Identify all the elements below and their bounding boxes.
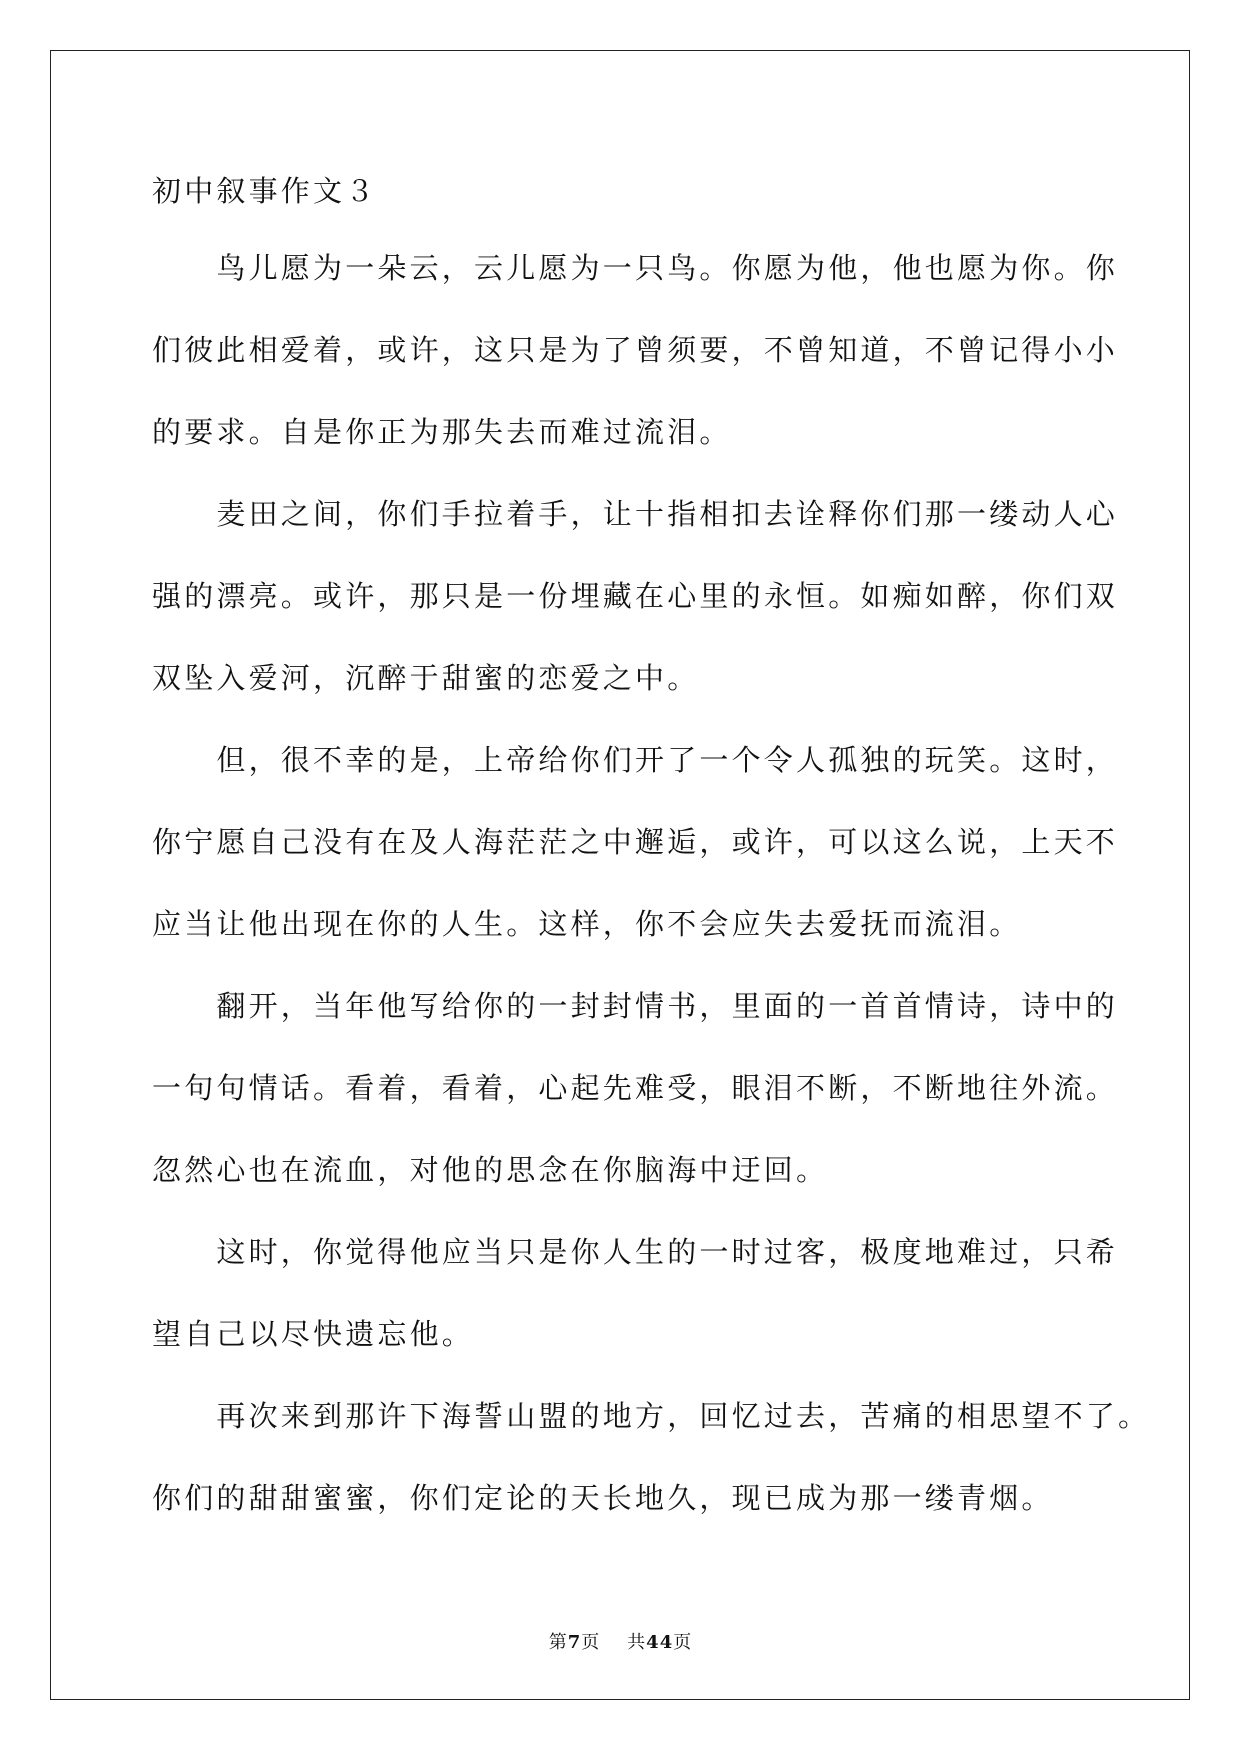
total-pages-number: 44	[646, 1632, 674, 1653]
text-line: 麦田之间，你们手拉着手，让十指相扣去诠释你们那一缕动人心	[152, 497, 1119, 531]
text-line: 望自己以尽快遗忘他。	[152, 1317, 475, 1351]
text-line: 你宁愿自己没有在及人海茫茫之中邂逅，或许，可以这么说，上天不	[152, 825, 1119, 859]
document-body	[152, 155, 1151, 1539]
text-line: 强的漂亮。或许，那只是一份埋藏在心里的永恒。如痴如醉，你们双	[152, 579, 1119, 613]
current-page-number: 7	[567, 1632, 582, 1653]
text-line: 你们的甜甜蜜蜜，你们定论的天长地久，现已成为那一缕青烟。	[152, 1481, 1054, 1515]
text-line: 们彼此相爱着，或许，这只是为了曾须要，不曾知道，不曾记得小小	[152, 333, 1119, 367]
text-line: 一句句情话。看着，看着，心起先难受，眼泪不断，不断地往外流。	[152, 1071, 1119, 1105]
footer-total-suffix: 页	[673, 1632, 693, 1653]
text-line: 翻开，当年他写给你的一封封情书，里面的一首首情诗，诗中的	[152, 989, 1119, 1023]
text-line: 这时，你觉得他应当只是你人生的一时过客，极度地难过，只希	[152, 1235, 1119, 1269]
document-title: 初中叙事作文３	[152, 174, 378, 208]
footer-prefix: 第	[548, 1632, 568, 1653]
text-line: 忽然心也在流血，对他的思念在你脑海中迂回。	[152, 1153, 829, 1187]
text-line: 应当让他出现在你的人生。这样，你不会应失去爱抚而流泪。	[152, 907, 1022, 941]
footer-total-prefix: 共	[627, 1632, 647, 1653]
text-line: 的要求。自是你正为那失去而难过流泪。	[152, 415, 732, 449]
text-line: 双坠入爱河，沉醉于甜蜜的恋爱之中。	[152, 661, 700, 695]
footer-page-suffix: 页	[581, 1632, 601, 1653]
text-line: 但，很不幸的是，上帝给你们开了一个令人孤独的玩笑。这时，	[152, 743, 1119, 777]
text-line: 鸟儿愿为一朵云，云儿愿为一只鸟。你愿为他，他也愿为你。你	[152, 251, 1119, 285]
page-footer	[0, 1628, 1241, 1654]
text-line: 再次来到那许下海誓山盟的地方，回忆过去，苦痛的相思望不了。	[152, 1399, 1151, 1433]
